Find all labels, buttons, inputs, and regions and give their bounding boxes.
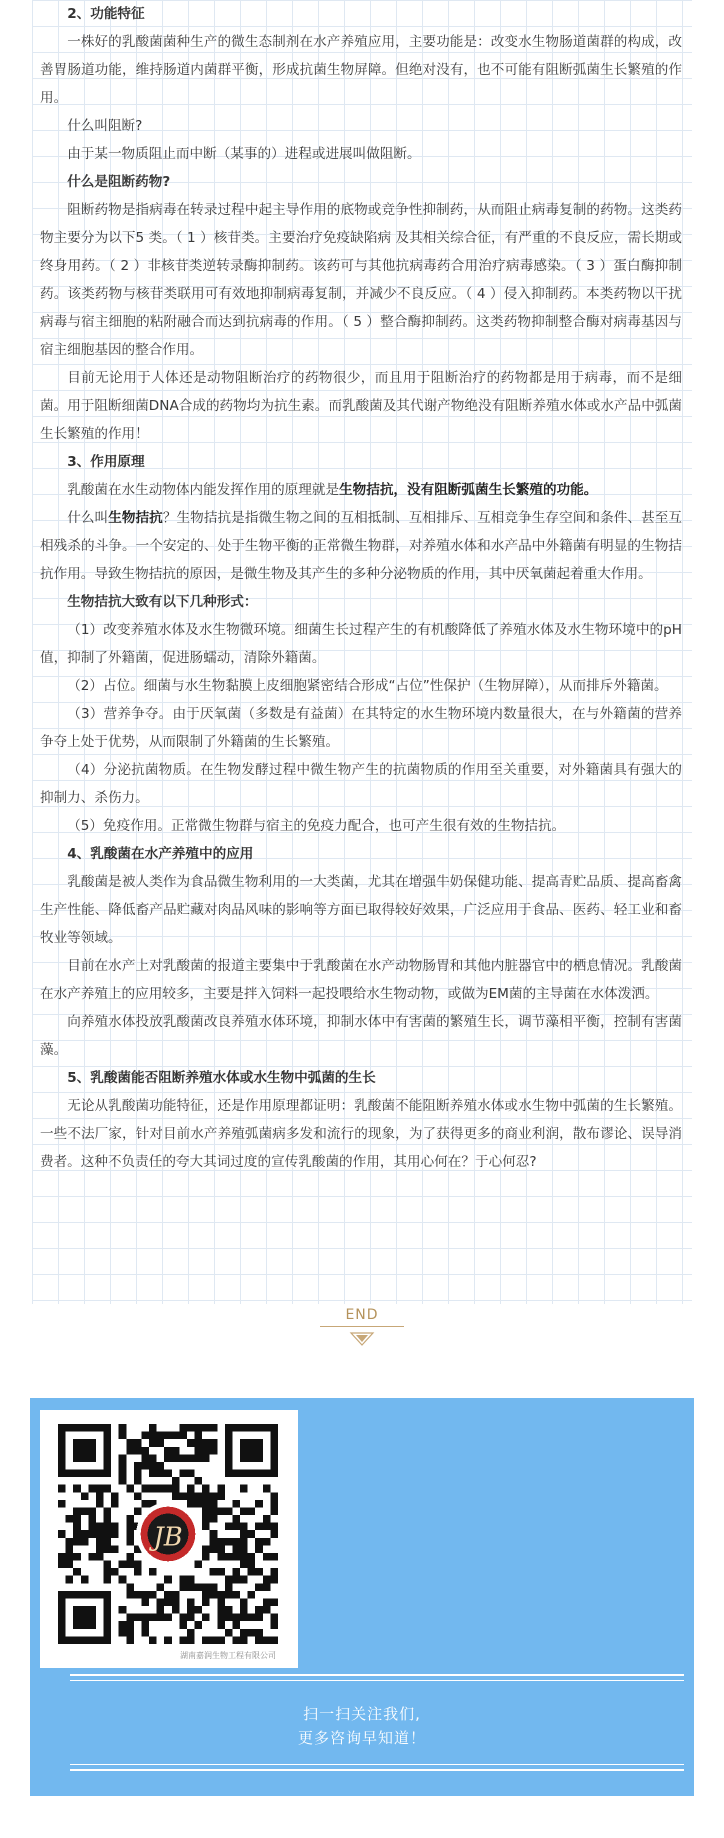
section-5-paragraph: 无论从乳酸菌功能特征，还是作用原理都证明：乳酸菌不能阻断养殖水体或水生物中弧菌的生长繁殖。一些不法厂家，针对目前水产养殖弧菌病多发和流行的现象，为了获得更多的商业利润，散布谬论、误导消费者。这种不负责任的夸大其词过度的宣传乳酸菌的作用，其用心何在？于心何忍? [40,1098,682,1170]
end-label: END [345,1307,379,1323]
section-4-paragraph-3: 向养殖水体投放乳酸菌改良养殖水体环境，抑制水体中有害菌的繁殖生长，调节藻相平衡，控制有害菌藻。 [40,1014,682,1058]
question-blocking-drugs: 什么是阻断药物? [67,174,171,190]
cta-line-2: 更多咨询早知道！ [297,1729,426,1747]
qr-code-card[interactable] [40,1410,298,1668]
svg-text:JB: JB [153,1522,183,1553]
article-body [40,0,682,1176]
antagonism-lead: 什么叫 [67,510,109,526]
form-item-5: （5）免疫作用。正常微生物群与宿主的免疫力配合，也可产生很有效的生物拮抗。 [67,818,566,834]
form-item-4: （4）分泌抗菌物质。在生物发酵过程中微生物产生的抗菌物质的作用至关重要，对外籍菌具有强大的抑制力、杀伤力。 [40,762,682,806]
ornament-icon [349,1332,375,1346]
divider-top-2 [70,1680,684,1681]
antagonism-forms-title: 生物拮抗大致有以下几种形式： [67,594,258,610]
section-4-paragraph-1: 乳酸菌是被人类作为食品微生物利用的一大类菌，尤其在增强牛奶保健功能、提高青贮品质、提高畜禽生产性能、降低畜产品贮藏对肉品风味的影响等方面已取得较好效果，广泛应用于食品、医药、轻工业和畜牧业等领域。 [40,874,682,946]
current-usage-paragraph: 目前无论用于人体还是动物阻断治疗的药物很少，而且用于阻断治疗的药物都是用于病毒，而不是细菌。用于阻断细菌DNA合成的药物均为抗生素。而乳酸菌及其代谢产物绝没有阻断养殖水体或水产品中弧菌生长繁殖的作用！ [40,370,682,442]
follow-promo-banner [30,1398,694,1796]
form-item-2: （2）占位。细菌与水生物黏膜上皮细胞紧密结合形成“占位”性保护（生物屏障），从而排斥外籍菌。 [67,678,668,694]
divider-bottom-1 [70,1764,684,1765]
blocking-definition: 由于某一物质阻止而中断（某事的）进程或进展叫做阻断。 [67,146,421,162]
qr-code-icon[interactable] [58,1424,278,1644]
divider-bottom-2 [70,1769,684,1771]
section-3-paragraph [40,476,682,504]
section-2-paragraph: 一株好的乳酸菌菌种生产的微生态制剂在水产养殖应用，主要功能是：改变水生物肠道菌群的构成，改善胃肠道功能，维持肠道内菌群平衡，形成抗菌生物屏障。但绝对没有，也不可能有阻断弧菌生长繁殖的作用。 [40,34,682,106]
section-5-title: 5、乳酸菌能否阻断养殖水体或水生物中弧菌的生长 [67,1070,376,1086]
section-4-paragraph-2: 目前在水产上对乳酸菌的报道主要集中于乳酸菌在水产动物肠胃和其他内脏器官中的栖息情况。乳酸菌在水产养殖上的应用较多，主要是拌入饲料一起投喂给水生物动物，或做为EM菌的主导菌在水体泼洒。 [40,958,682,1002]
antagonism-term: 生物拮抗 [108,510,163,526]
cta-line-1: 扫一扫关注我们, [303,1705,421,1723]
question-what-is-blocking: 什么叫阻断? [67,118,143,134]
section-3-emphasis: 生物拮抗，没有阻断弧菌生长繁殖的功能。 [339,482,598,498]
form-item-3: （3）营养争夺。由于厌氧菌（多数是有益菌）在其特定的水生物环境内数量很大，在与外籍菌的营养争夺上处于优势，从而限制了外籍菌的生长繁殖。 [40,706,682,750]
section-3-title: 3、作用原理 [67,454,145,470]
section-3-text: 乳酸菌在水生动物体内能发挥作用的原理就是 [67,482,340,498]
qr-caption: 湖南嘉润生物工程有限公司 [180,1651,276,1660]
divider-top-1 [70,1674,684,1676]
end-line [320,1326,404,1327]
section-4-title: 4、乳酸菌在水产养殖中的应用 [67,846,254,862]
antagonism-text: ？生物拮抗是指微生物之间的互相抵制、互相排斥、互相竞争生存空间和条件、甚至互相残杀的斗争。一个安定的、处于生物平衡的正常微生物群，对养殖水体和水产品中外籍菌有明显的生物拮抗作用。导致生物拮抗的原因，是微生物及其产生的多种分泌物质的作用，其中厌氧菌起着重大作用。 [40,510,683,582]
form-item-1: （1）改变养殖水体及水生物微环境。细菌生长过程产生的有机酸降低了养殖水体及水生物环境中的pH值，抑制了外籍菌，促进肠蠕动，清除外籍菌。 [40,622,682,666]
blocking-drugs-paragraph: 阻断药物是指病毒在转录过程中起主导作用的底物或竞争性抑制药，从而阻止病毒复制的药物。这类药物主要分为以下5 类。（ 1 ）核苷类。主要治疗免疫缺陷病 及其相关综合征，有严重的不良反应，需长期或终身用药。（ 2 ）非核苷类逆转录酶抑制药。该药可与其他抗病毒药合用治疗病毒感染。（ 3 ）蛋白酶抑制药。该类药物与核苷类联用可有效地抑制病毒复制，并减少不良反应。（ 4 ）侵入抑制药。本类药物以干扰病毒与宿主细胞的粘附融合而达到抗病毒的作用。（ 5 ）整合酶抑制药。这类药物抑制整合酶对病毒基因与宿主细胞基因的整合作用。 [40,202,682,358]
section-2-title: 2、功能特征 [67,6,145,22]
antagonism-paragraph [40,504,682,588]
end-divider [320,1306,404,1356]
